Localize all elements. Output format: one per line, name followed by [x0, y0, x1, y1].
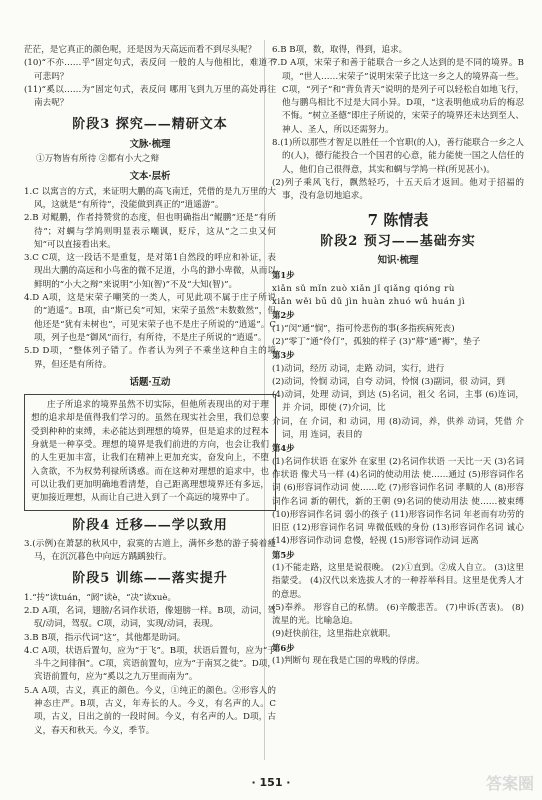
step-item: (2)“零丁”通“伶仃”，孤独的样子 (3)“蓐”通“褥”，垫子	[272, 336, 481, 347]
answer-item: 5.A A项，古义，真正的颜色。今义，①纯正的颜色。②形容人的神态庄严。B项，古义，年寿长的人。今义，有名声的人。C项，古义，日出之前的一段时间。今义，有名声的人。D项，古义，春天和秋天。今义，季节。	[24, 685, 276, 736]
answer-item: 6.B B项，数，取得，得到，追求。	[272, 45, 408, 55]
intro-text: (10)“不亦……乎”固定句式，表反问 一般的人与他相比，难道不可悲吗？	[24, 58, 276, 82]
intro-text: (11)“奚以……为”固定句式，表反问 哪用飞到九万里的高处再往南去呢？	[24, 84, 276, 109]
step-label: 第6步	[272, 642, 295, 653]
answer-item: 8.(1)所以那些才智足以胜任一个官职(的人)，善行能联合一乡之人的(人)，德行能投合一个国君的心意，能力能使一国之人信任的人，他们自己很得意，其实和蜩与学鸠一样(所见甚小)。	[272, 138, 524, 175]
left-column	[24, 44, 276, 738]
zhishi-title: 知识·梳理	[377, 255, 419, 267]
step-item: (1)动词，经历 动词，走路 动词，实行，进行	[272, 363, 445, 374]
step-item: (1)“闵”通“悯”，指可怜悲伤的事(多指疾病死丧)	[272, 323, 455, 334]
stage2-title: 阶段2 预习——基础夯实	[320, 233, 476, 249]
intro-text: 茫茫，是它真正的颜色呢，还是因为天高远而看不到尽头呢？	[24, 45, 257, 55]
step-item: (4)动词，处理 动词，到达 (5)名词，祖父 名词，主事 (6)连词，并 介词，即使 (7)介词，比	[272, 390, 524, 414]
wenben-title: 文本·层析	[129, 171, 171, 183]
answer-item: 7.D A项，宋荣子和善于能联合一乡之人达到的是不同的境界。B项，“世人……宋荣子”说明宋荣子比这一乡之人的境界高一些。C项，“列子”和“背负青天”说明的是列子可以轻松自如地飞行，他与鹏鸟相比不过是大同小异。D项，“这表明他成功后的梅忍不悔。“树立圣德”即庄子所说的，宋荣子的境界还未达到至人、神人、圣人，所以还需努力。	[272, 58, 524, 135]
answer-item: 1.C 以寓言的方式，来证明大鹏的高飞南迁，凭借的是九万里的大风，这就是“有所待”，没能做到真正的“逍遥游”。	[24, 186, 276, 210]
step-item: (1)判断句 现在我是亡国的卑贱的俘虏。	[272, 656, 425, 667]
step-label: 第1步	[272, 270, 295, 281]
stage3-title: 阶段3 探究——精研文本	[72, 117, 228, 133]
step-item: (2)动词，怜悯 动词，自夸 动词，怜悯 (3)副词，很 动词，到	[272, 376, 505, 387]
step-label: 第3步	[272, 350, 295, 361]
step-item: (9)赶快前往，这里指赴京就职。	[272, 629, 396, 640]
answer-item: (2)列子乘风飞行，飘然轻巧，十五天后才返回。他对于招福的事，没有急切地追求。	[272, 177, 524, 202]
huati-title: 话题·互动	[129, 376, 171, 388]
watermark-logo: 答案圈	[485, 774, 534, 793]
lesson-title: 7 陈情表	[367, 210, 429, 229]
step-item: 介词，在 介词，和 动词，用 (8)动词，养，供养 动词，凭借 介词，用 连词，表目的	[272, 416, 524, 441]
right-column	[272, 44, 524, 668]
step-label: 第2步	[272, 310, 295, 321]
step-item: (1)名词作状语 在家外 在家里 (2)名词作状语 一天比一天 (3)名词作状语 像犬马一样 (4)名词的使动用法 使……通过 (5)形容词作名词 (6)形容词作动词 使……吃 (7)形容词作名词 孝顺的人 (8)形容词作名词 新的朝代，新的王朝 (9)名词的使动用法 使……被束缚 (10)形容词作名词 弱小的孩子 (11)形容词作名词 年老而有功劳的旧臣 (12)形容词作名词 卑微低贱的身份 (13)形容词作名词 诚心 (14)形容词作动词 怠慢，轻视 (15)形容词作动词 远离	[272, 456, 524, 547]
answer-item: 3.B B项，指示代词“这”，其他都是助词。	[24, 632, 186, 643]
pinyin-line: xiǎn wěi bū dǔ jìn huàn zhuó wǔ huán jì	[272, 297, 466, 308]
page-number: · 151 ·	[251, 776, 291, 789]
answer-item: 2.B 对鲲鹏，作者持赞赏的态度，但也明确指出“鲲鹏”还是“有所待”；对蜩与学鸠则明显表示嘲讽，贬斥，这从“之二虫又何知”可以直接看出来。	[24, 213, 276, 250]
step-label: 第5步	[272, 549, 295, 560]
huati-box	[24, 394, 276, 510]
huati-text: 庄子所追求的境界虽然不切实际，但他所表现出的对于理想的追求却是值得我们学习的。虽然在现实社会里，我们总要受到种种的束缚，未必能达到理想的境界，但是追求的过程本身就是一种享受。理想的境界是我们前进的方向，也会让我们的人生更加丰富，让我们在精神上更加充实，奋发向上，不堕入贪欲，不为权势利禄所诱惑。而在这种对理想的追求中，也可以让我们更加明确地看清楚，自己距离理想境界还有多远，更加接近理想，从而让自己进入到了一个高远的境界中了。	[31, 400, 269, 504]
step-item: (5)奉养。 形容自己的私情。 (6)辛酸悲苦。 (7)申诉(苦衷)。 (8)流星的光。比喻急迫。	[272, 602, 524, 627]
answer-item: 3.C C项，这一段话不是重复，是对第1自然段的呼应和补证，表现出大鹏的高远和小鸟雀的微不足道，小鸟的渺小卑微，从而以鲜明的“小大之辩”来说明“小知(智)”不及“大知(智)”。	[24, 253, 276, 290]
answer-item: 5.D D项，“整体列子错了。作者认为列子不乘坐这种自主的境界，但还是有所待。	[24, 346, 276, 370]
stage4-title: 阶段4 迁移——学以致用	[72, 517, 228, 533]
stage5-title: 阶段5 训练——落实提升	[72, 571, 228, 587]
wenmai-title: 文脉·梳理	[129, 138, 171, 150]
step-label: 第4步	[272, 443, 295, 454]
step-item: (1)不能走路，这里是说很晚。 (2)①直到。②成人自立。 (3)这里指蒙受。 (4)汉代以来选拔人才的一种荐举科目。这里是优秀人才的意思。	[272, 562, 524, 600]
pinyin-line: xiǎn sǔ mǐn zuò xiǎn jǐ qiǎng qióng rù	[272, 283, 455, 294]
answer-item: 2.D A项，名词，翅膀/名词作状语，像翅膀一样。B项，动词，驾驭/动词，驾驭。C项，动词，实现/动词，表现。	[24, 605, 276, 630]
answer-item: 4.D A项，这是宋荣子嘲笑的一类人，可见此项不属于庄子所说的“逍遥”。B项，由“斯已矣”可知，宋荣子虽然“未数数然”，但他还是“犹有未树也”，可见宋荣子也不是庄子所说的“逍遥”。C项，列子也是“御风”而行，有所待，不是庄子所说的“逍遥”。	[24, 293, 276, 343]
wenmai-items: ①万物皆有所待 ②都有小大之辩	[36, 154, 160, 165]
stage4-text: 3.(示例)在萧瑟的秋风中，寂寞的古道上，满怀乡愁的游子骑着瘦马，在沉沉暮色中向远方踽踽独行。	[24, 538, 276, 563]
answer-item: 1.“抟”读tuán，“阏”读è，“决”读xuè。	[24, 592, 177, 603]
answer-item: 4.C A项，状语后置句，应为“于飞”。B项，状语后置句，应为“于斗牛之间徘徊”。C项，宾语前置句，应为“于南冥之徙”。D项，宾语前置句，应为“奚以之九万里而南为”。	[24, 645, 276, 683]
